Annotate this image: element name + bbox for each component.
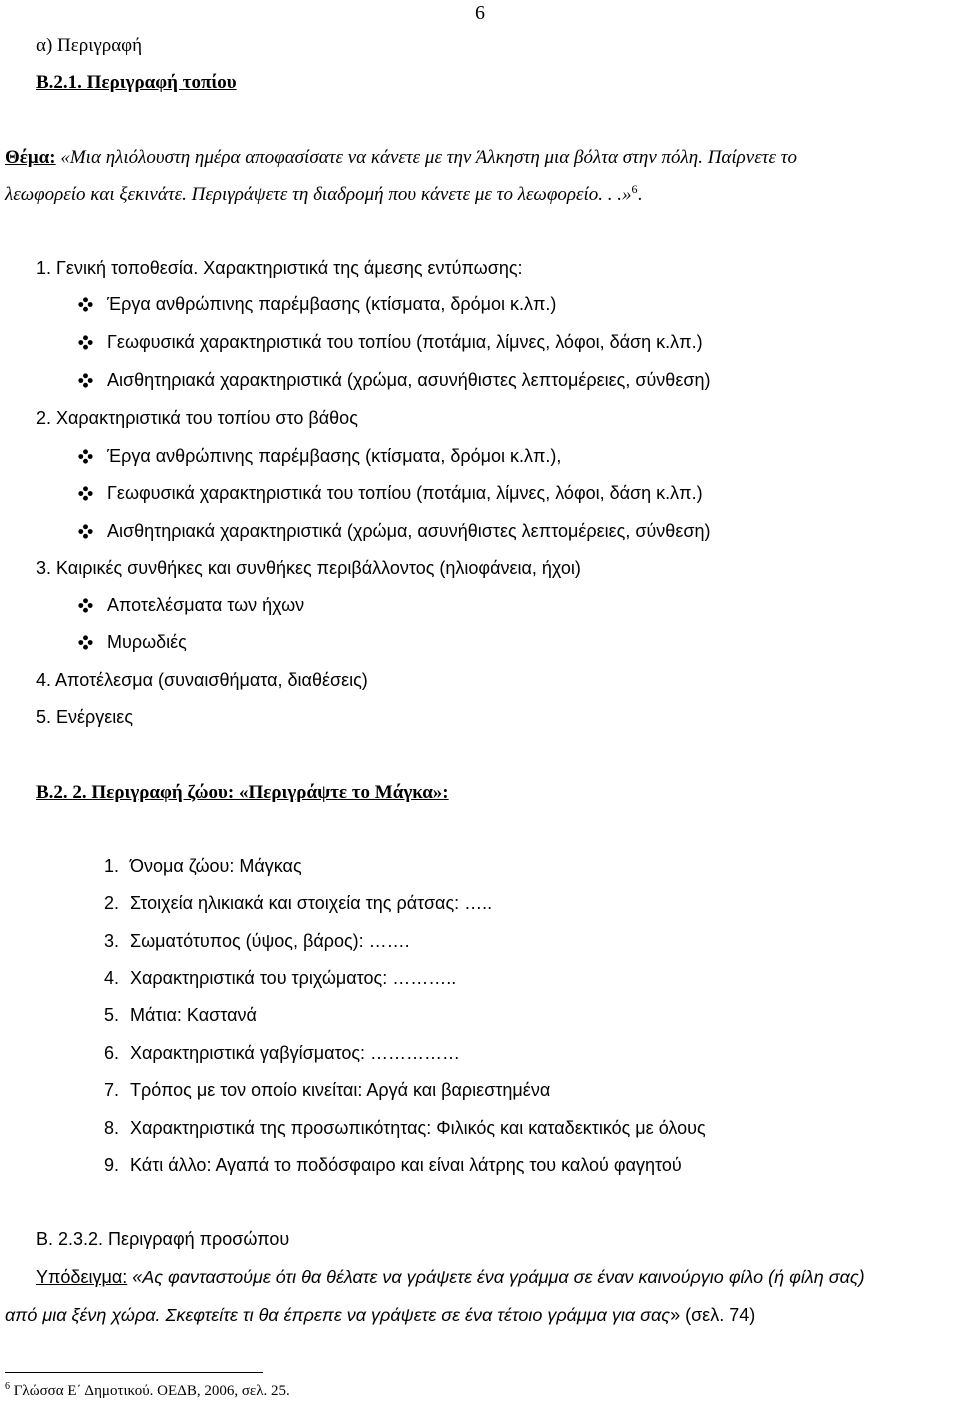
diamond-bullet-icon bbox=[78, 335, 93, 350]
example-paragraph-line2 bbox=[5, 1305, 755, 1326]
list-item bbox=[104, 1118, 706, 1139]
diamond-bullet-icon bbox=[78, 635, 93, 650]
outline-bullet-text: Γεωφυσικά χαρακτηριστικά του τοπίου (ποτάμια, λίμνες, λόφοι, δάση κ.λπ.) bbox=[107, 332, 703, 352]
list-item bbox=[104, 856, 302, 877]
footnote bbox=[5, 1381, 290, 1400]
list-item bbox=[104, 931, 410, 952]
example-paragraph-line1 bbox=[36, 1267, 865, 1288]
list-item-text: Σωματότυπος (ύψος, βάρος): ……. bbox=[130, 931, 410, 951]
outline-bullet-text: Αισθητηριακά χαρακτηριστικά (χρώμα, ασυνήθιστες λεπτομέρειες, σύνθεση) bbox=[107, 370, 711, 390]
section-label: α) Περιγραφή bbox=[36, 35, 143, 56]
outline-item-5: 5. Ενέργειες bbox=[36, 707, 134, 727]
outline-bullet-text: Γεωφυσικά χαρακτηριστικά του τοπίου (ποτάμια, λίμνες, λόφοι, δάση κ.λπ.) bbox=[107, 483, 703, 503]
list-item-text: Στοιχεία ηλικιακά και στοιχεία της ράτσας: ….. bbox=[130, 893, 493, 913]
outline-bullet bbox=[78, 294, 556, 315]
list-item bbox=[104, 1005, 257, 1026]
list-item-number: 4. bbox=[104, 968, 120, 988]
outline-bullet-text: Μυρωδιές bbox=[107, 632, 187, 652]
theme-text-line1: «Μια ηλιόλουστη ημέρα αποφασίσατε να κάνετε με την Άλκηστη μια βόλτα στην πόλη. Παίρνετε το bbox=[55, 147, 798, 168]
page-number: 6 bbox=[475, 2, 485, 24]
outline-item-2: 2. Χαρακτηριστικά του τοπίου στο βάθος bbox=[36, 408, 358, 428]
list-item-text: Χαρακτηριστικά γαβγίσματος: …………… bbox=[130, 1043, 461, 1063]
b232-heading: Β. 2.3.2. Περιγραφή προσώπου bbox=[36, 1229, 290, 1249]
outline-bullet-text: Αποτελέσματα των ήχων bbox=[107, 595, 305, 615]
list-item-text: Χαρακτηριστικά του τριχώματος: ……….. bbox=[130, 968, 457, 988]
list-item-number: 1. bbox=[104, 856, 120, 876]
list-item-number: 3. bbox=[104, 931, 120, 951]
b22-heading: Β.2. 2. Περιγραφή ζώου: «Περιγράψτε το Μάγκα»: bbox=[36, 782, 449, 803]
list-item-text: Χαρακτηριστικά της προσωπικότητας: Φιλικός και καταδεκτικός με όλους bbox=[130, 1118, 706, 1138]
list-item bbox=[104, 1043, 460, 1064]
list-item-number: 7. bbox=[104, 1080, 120, 1100]
list-item bbox=[104, 893, 492, 914]
outline-bullet-text: Έργα ανθρώπινης παρέμβασης (κτίσματα, δρόμοι κ.λπ.), bbox=[107, 446, 562, 466]
outline-bullet bbox=[78, 595, 304, 616]
list-item-text: Μάτια: Καστανά bbox=[130, 1005, 257, 1025]
example-text-line2: από μια ξένη χώρα. Σκεφτείτε τι θα έπρεπε να γράψετε σε ένα τέτοιο γράμμα για σας bbox=[5, 1305, 671, 1325]
footnote-number: 6 bbox=[5, 1381, 10, 1392]
b21-heading: Β.2.1. Περιγραφή τοπίου bbox=[36, 72, 237, 93]
outline-bullet bbox=[78, 521, 710, 542]
list-item-text: Τρόπος με τον οποίο κινείται: Αργά και βαριεστημένα bbox=[130, 1080, 551, 1100]
theme-text-line2: λεωφορείο και ξεκινάτε. Περιγράψετε τη διαδρομή που κάνετε με το λεωφορείο. . .» bbox=[5, 184, 632, 205]
example-text-tail: » (σελ. 74) bbox=[670, 1305, 756, 1325]
outline-item-1: 1. Γενική τοποθεσία. Χαρακτηριστικά της άμεσης εντύπωσης: bbox=[36, 258, 523, 278]
outline-bullet bbox=[78, 446, 561, 467]
list-item-number: 2. bbox=[104, 893, 120, 913]
diamond-bullet-icon bbox=[78, 486, 93, 501]
list-item bbox=[104, 1080, 550, 1101]
footnote-separator bbox=[5, 1372, 263, 1373]
theme-label: Θέμα: bbox=[5, 147, 56, 168]
diamond-bullet-icon bbox=[78, 524, 93, 539]
theme-paragraph-line2 bbox=[5, 182, 642, 206]
outline-item-4: 4. Αποτέλεσμα (συναισθήματα, διαθέσεις) bbox=[36, 670, 368, 690]
list-item-number: 5. bbox=[104, 1005, 120, 1025]
list-item bbox=[104, 968, 456, 989]
diamond-bullet-icon bbox=[78, 598, 93, 613]
list-item-number: 9. bbox=[104, 1155, 120, 1175]
theme-paragraph-line1 bbox=[5, 147, 797, 169]
diamond-bullet-icon bbox=[78, 449, 93, 464]
diamond-bullet-icon bbox=[78, 297, 93, 312]
list-item-number: 6. bbox=[104, 1043, 120, 1063]
list-item bbox=[104, 1155, 682, 1176]
outline-item-3: 3. Καιρικές συνθήκες και συνθήκες περιβάλλοντος (ηλιοφάνεια, ήχοι) bbox=[36, 558, 581, 578]
footnote-text: Γλώσσα Ε΄ Δημοτικού. ΟΕΔΒ, 2006, σελ. 25. bbox=[10, 1383, 290, 1399]
list-item-text: Όνομα ζώου: Μάγκας bbox=[130, 856, 302, 876]
diamond-bullet-icon bbox=[78, 373, 93, 388]
list-item-number: 8. bbox=[104, 1118, 120, 1138]
theme-line2-end: . bbox=[637, 184, 643, 205]
example-label: Υπόδειγμα: bbox=[36, 1267, 128, 1287]
outline-bullet bbox=[78, 370, 710, 391]
outline-bullet-text: Έργα ανθρώπινης παρέμβασης (κτίσματα, δρόμοι κ.λπ.) bbox=[107, 294, 557, 314]
list-item-text: Κάτι άλλο: Αγαπά το ποδόσφαιρο και είναι λάτρης του καλού φαγητού bbox=[130, 1155, 682, 1175]
outline-bullet bbox=[78, 632, 187, 653]
outline-bullet bbox=[78, 483, 703, 504]
footnote-reference: 6 bbox=[631, 182, 638, 196]
example-text-line1: «Ας φανταστούμε ότι θα θέλατε να γράψετε ένα γράμμα σε έναν καινούργιο φίλο (ή φίλη σας) bbox=[127, 1267, 865, 1287]
outline-bullet-text: Αισθητηριακά χαρακτηριστικά (χρώμα, ασυνήθιστες λεπτομέρειες, σύνθεση) bbox=[107, 521, 711, 541]
outline-bullet bbox=[78, 332, 703, 353]
